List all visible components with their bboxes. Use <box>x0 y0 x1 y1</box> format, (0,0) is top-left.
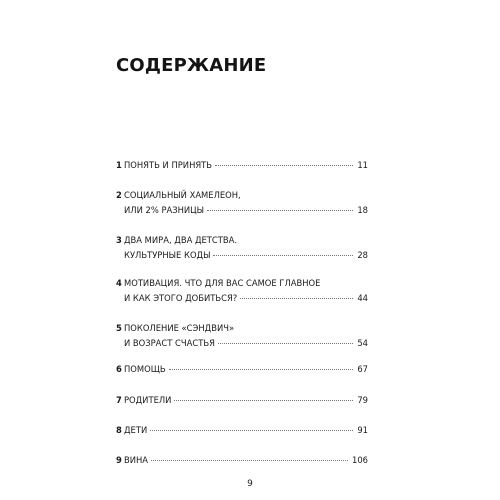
toc-entry-line <box>116 362 368 377</box>
toc-entry-page: 67 <box>357 364 368 374</box>
toc-entry-title: ПОНЯТЬ И ПРИНЯТЬ <box>124 160 213 170</box>
toc-entry-line <box>116 248 368 263</box>
toc-entry-line <box>116 233 368 248</box>
toc-dot-leader <box>207 210 353 211</box>
toc-dot-leader <box>240 298 353 299</box>
toc-entry[interactable] <box>116 453 368 468</box>
toc-entry[interactable] <box>116 423 368 438</box>
toc-entry-page: 106 <box>352 455 368 465</box>
toc-entry-number: 3 <box>116 235 122 245</box>
toc-entry-number: 9 <box>116 455 122 465</box>
toc-entry-number: 2 <box>116 190 122 200</box>
toc-entry-number: 5 <box>116 323 122 333</box>
toc-dot-leader <box>213 255 353 256</box>
page-number: 9 <box>247 479 253 489</box>
toc-entry-line <box>116 276 368 291</box>
toc-entry-title: И ВОЗРАСТ СЧАСТЬЯ <box>124 338 215 348</box>
toc-entry-title: КУЛЬТУРНЫЕ КОДЫ <box>124 250 211 260</box>
toc-entry-page: 28 <box>357 250 368 260</box>
toc-entry-page: 91 <box>357 425 368 435</box>
toc-entry-title: ДВА МИРА, ДВА ДЕТСТВА. <box>124 235 238 245</box>
toc-entry-title: ПОМОЩЬ <box>124 364 166 374</box>
toc-entry-number: 4 <box>116 278 122 288</box>
toc-entry-title: ПОКОЛЕНИЕ «СЭНДВИЧ» <box>124 323 235 333</box>
toc-entry-page: 18 <box>357 205 368 215</box>
toc-entry-title: ИЛИ 2% РАЗНИЦЫ <box>124 205 205 215</box>
toc-entry[interactable] <box>116 321 368 351</box>
toc-entry-line <box>116 336 368 351</box>
toc-entry-line <box>116 453 368 468</box>
toc-entry-title: ВИНА <box>124 455 149 465</box>
toc-entry-title: РОДИТЕЛИ <box>124 395 172 405</box>
toc-entry[interactable] <box>116 276 368 306</box>
toc-entry-line <box>116 423 368 438</box>
toc-entry-line <box>116 158 368 173</box>
toc-entry-line <box>116 203 368 218</box>
toc-entry[interactable] <box>116 233 368 263</box>
toc-entry[interactable] <box>116 188 368 218</box>
toc-entry-number: 8 <box>116 425 122 435</box>
toc-entry-line <box>116 393 368 408</box>
toc-entry-line <box>116 291 368 306</box>
toc-entry-line <box>116 321 368 336</box>
toc-entry-title: И КАК ЭТОГО ДОБИТЬСЯ? <box>124 293 238 303</box>
toc-entry-title: МОТИВАЦИЯ. ЧТО ДЛЯ ВАС САМОЕ ГЛАВНОЕ <box>124 278 321 288</box>
toc-entry-page: 79 <box>357 395 368 405</box>
toc-entry-page: 54 <box>357 338 368 348</box>
toc-dot-leader <box>151 460 348 461</box>
toc-entry-page: 44 <box>357 293 368 303</box>
toc-entry-number: 6 <box>116 364 122 374</box>
toc-entry-number: 1 <box>116 160 122 170</box>
toc-entry-page: 11 <box>357 160 368 170</box>
toc-entry-line <box>116 188 368 203</box>
toc-dot-leader <box>218 343 353 344</box>
toc-entry-number: 7 <box>116 395 122 405</box>
toc-entry-title: ДЕТИ <box>124 425 148 435</box>
toc-entry[interactable] <box>116 158 368 173</box>
toc-entry[interactable] <box>116 362 368 377</box>
toc-title: СОДЕРЖАНИЕ <box>116 55 267 76</box>
toc-dot-leader <box>150 430 353 431</box>
toc-entry[interactable] <box>116 393 368 408</box>
toc-dot-leader <box>174 400 353 401</box>
toc-dot-leader <box>215 165 353 166</box>
toc-dot-leader <box>169 369 354 370</box>
toc-entry-title: СОЦИАЛЬНЫЙ ХАМЕЛЕОН, <box>124 190 241 200</box>
